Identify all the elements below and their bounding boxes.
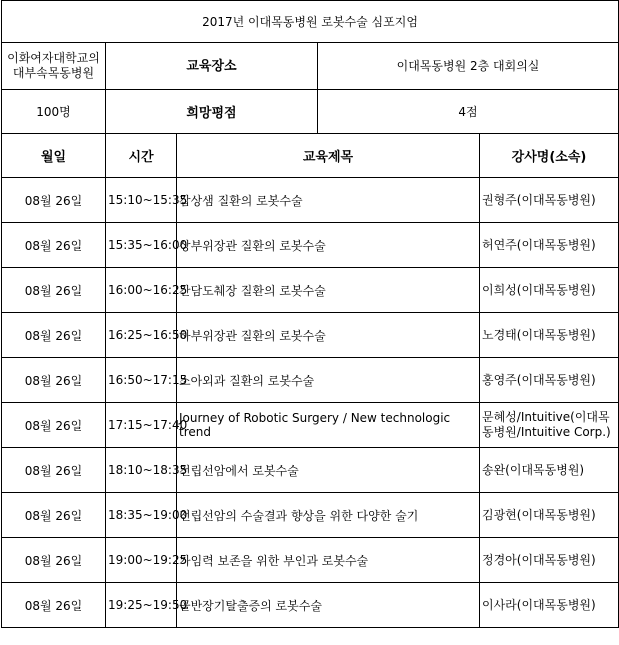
row-date: 08월 26일 bbox=[2, 583, 106, 628]
row-time: 15:10~15:35 bbox=[106, 178, 177, 223]
row-subject: 하부위장관 질환의 로봇수술 bbox=[177, 313, 480, 358]
table-row bbox=[2, 178, 619, 223]
row-subject: 전립선암에서 로봇수술 bbox=[177, 448, 480, 493]
row-lecturer: 이사라(이대목동병원) bbox=[480, 583, 619, 628]
row-lecturer: 송완(이대목동병원) bbox=[480, 448, 619, 493]
header-time: 시간 bbox=[106, 134, 177, 178]
row-time: 19:00~19:25 bbox=[106, 538, 177, 583]
row-lecturer: 노경태(이대목동병원) bbox=[480, 313, 619, 358]
row-lecturer: 허연주(이대목동병원) bbox=[480, 223, 619, 268]
table-row bbox=[2, 358, 619, 403]
row-time: 16:00~16:25 bbox=[106, 268, 177, 313]
row-time: 18:35~19:00 bbox=[106, 493, 177, 538]
row-date: 08월 26일 bbox=[2, 493, 106, 538]
row-time: 19:25~19:50 bbox=[106, 583, 177, 628]
title-row bbox=[2, 1, 619, 43]
row-subject: 갑상샘 질환의 로봇수술 bbox=[177, 178, 480, 223]
row-subject: 간담도췌장 질환의 로봇수술 bbox=[177, 268, 480, 313]
row-date: 08월 26일 bbox=[2, 223, 106, 268]
capacity-cell: 100명 bbox=[2, 90, 106, 134]
row-date: 08월 26일 bbox=[2, 358, 106, 403]
row-subject: 가임력 보존을 위한 부인과 로봇수술 bbox=[177, 538, 480, 583]
row-time: 17:15~17:40 bbox=[106, 403, 177, 448]
host-cell: 이화여자대학교의대부속목동병원 bbox=[2, 43, 106, 90]
row-date: 08월 26일 bbox=[2, 178, 106, 223]
table-row bbox=[2, 223, 619, 268]
row-time: 16:50~17:15 bbox=[106, 358, 177, 403]
row-subject: 소아외과 질환의 로봇수술 bbox=[177, 358, 480, 403]
info-row-place bbox=[2, 43, 619, 90]
info-row-score bbox=[2, 90, 619, 134]
page-title: 2017년 이대목동병원 로봇수술 심포지엄 bbox=[2, 1, 619, 43]
header-row bbox=[2, 134, 619, 178]
table-row bbox=[2, 448, 619, 493]
row-time: 18:10~18:35 bbox=[106, 448, 177, 493]
row-subject: 상부위장관 질환의 로봇수술 bbox=[177, 223, 480, 268]
row-date: 08월 26일 bbox=[2, 448, 106, 493]
table-row bbox=[2, 268, 619, 313]
row-lecturer: 이희성(이대목동병원) bbox=[480, 268, 619, 313]
row-lecturer: 문혜성/Intuitive(이대목동병원/Intuitive Corp.) bbox=[480, 403, 619, 448]
place-value: 이대목동병원 2층 대회의실 bbox=[318, 43, 619, 90]
score-label: 희망평점 bbox=[106, 90, 318, 134]
table-row bbox=[2, 493, 619, 538]
table-row bbox=[2, 403, 619, 448]
row-lecturer: 정경아(이대목동병원) bbox=[480, 538, 619, 583]
row-subject: Journey of Robotic Surgery / New technologic trend bbox=[177, 403, 480, 448]
row-subject: 전립선암의 수술결과 향상을 위한 다양한 술기 bbox=[177, 493, 480, 538]
row-time: 15:35~16:00 bbox=[106, 223, 177, 268]
table-row bbox=[2, 583, 619, 628]
row-date: 08월 26일 bbox=[2, 403, 106, 448]
header-lecturer: 강사명(소속) bbox=[480, 134, 619, 178]
row-date: 08월 26일 bbox=[2, 268, 106, 313]
table-row bbox=[2, 538, 619, 583]
symposium-schedule-table bbox=[1, 0, 619, 628]
row-subject: 골반장기탈출증의 로봇수술 bbox=[177, 583, 480, 628]
header-subject: 교육제목 bbox=[177, 134, 480, 178]
place-label: 교육장소 bbox=[106, 43, 318, 90]
row-time: 16:25~16:50 bbox=[106, 313, 177, 358]
score-value: 4점 bbox=[318, 90, 619, 134]
row-lecturer: 김광현(이대목동병원) bbox=[480, 493, 619, 538]
header-date: 월일 bbox=[2, 134, 106, 178]
row-date: 08월 26일 bbox=[2, 538, 106, 583]
row-date: 08월 26일 bbox=[2, 313, 106, 358]
table-row bbox=[2, 313, 619, 358]
row-lecturer: 홍영주(이대목동병원) bbox=[480, 358, 619, 403]
row-lecturer: 권형주(이대목동병원) bbox=[480, 178, 619, 223]
